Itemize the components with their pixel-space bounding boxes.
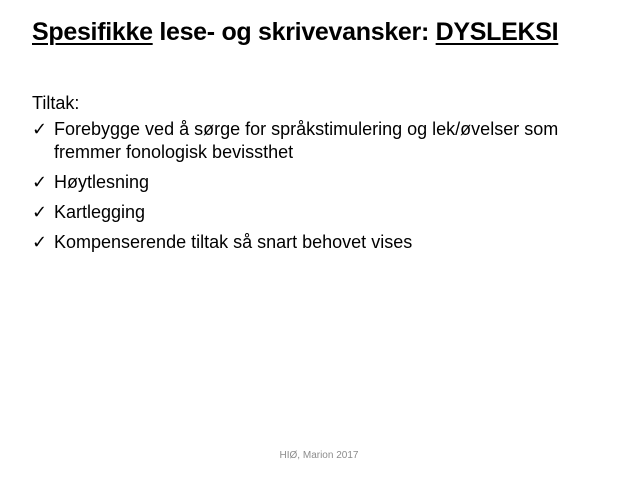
list-item-text: Kompenserende tiltak så snart behovet vises bbox=[54, 232, 413, 252]
list-item bbox=[32, 201, 622, 224]
list-item-text: Forebygge ved å sørge for språkstimulering og lek/øvelser som fremmer fonologisk bevissthet bbox=[54, 119, 559, 162]
list-item-text: Høytlesning bbox=[54, 172, 150, 192]
checkmark-icon: ✓ bbox=[32, 202, 48, 223]
checkmark-icon: ✓ bbox=[32, 232, 48, 253]
list-item bbox=[32, 231, 622, 254]
title-keyword: DYSLEKSI bbox=[435, 18, 559, 46]
title-underlined-word: Spesifikke bbox=[32, 18, 153, 46]
intro-label: Tiltak: bbox=[32, 93, 80, 113]
checklist bbox=[32, 118, 622, 261]
slide-title bbox=[32, 16, 558, 48]
list-item bbox=[32, 118, 622, 164]
title-middle: lese- og skrivevansker: bbox=[152, 18, 436, 46]
list-item bbox=[32, 171, 622, 194]
list-item-text: Kartlegging bbox=[54, 202, 146, 222]
slide-footer: HIØ, Marion 2017 bbox=[279, 450, 359, 461]
checkmark-icon: ✓ bbox=[32, 172, 48, 193]
checkmark-icon: ✓ bbox=[32, 119, 48, 140]
